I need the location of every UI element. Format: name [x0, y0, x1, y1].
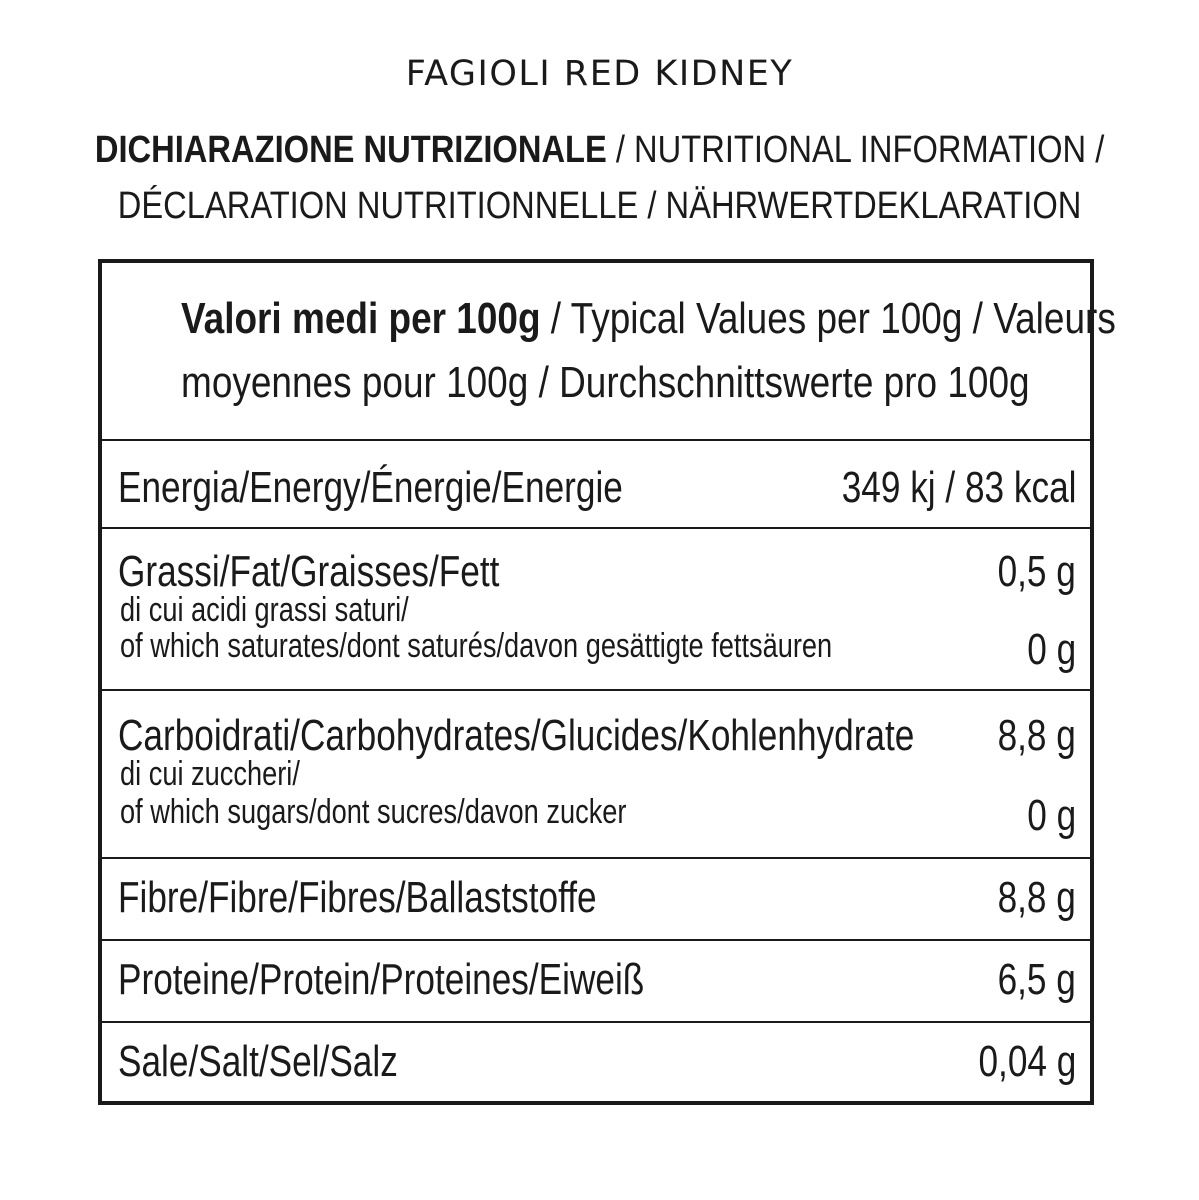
table-header-row: [102, 263, 1116, 439]
protein-label: Proteine/Protein/Proteines/Eiweiß: [118, 955, 645, 1004]
table-row-fibre: [102, 857, 1090, 939]
table-row-protein: [102, 939, 1090, 1021]
energy-value: 349 kj / 83 kcal: [841, 463, 1076, 512]
table-row-energy: [102, 439, 1090, 527]
salt-value: 0,04 g: [978, 1037, 1076, 1086]
fat-value: 0,5 g: [997, 547, 1076, 596]
table-header-bold: Valori medi per 100g: [181, 294, 541, 343]
fibre-value: 8,8 g: [997, 873, 1076, 922]
table-row-salt: [102, 1021, 1090, 1101]
table-header-rest: / Typical Values per 100g / Valeurs: [540, 294, 1116, 343]
energy-label: Energia/Energy/Énergie/Energie: [118, 463, 623, 512]
sugars-label-line-1: di cui zuccheri/: [120, 755, 300, 793]
saturates-label-line-1: di cui acidi grassi saturi/: [120, 591, 409, 629]
nutrition-table: [98, 259, 1116, 1105]
saturates-value: 0 g: [1027, 625, 1076, 674]
product-title: FAGIOLI RED KIDNEY: [405, 54, 794, 94]
table-header: [102, 287, 1116, 415]
sugars-label-line-2: of which sugars/dont sucres/davon zucker: [120, 793, 627, 831]
table-row-fat: [102, 527, 1090, 689]
fat-label: Grassi/Fat/Graisses/Fett: [118, 547, 500, 596]
fibre-label: Fibre/Fibre/Fibres/Ballaststoffe: [118, 873, 597, 922]
carbohydrates-value: 8,8 g: [997, 711, 1076, 760]
declaration-line-1: [84, 122, 1115, 178]
protein-value: 6,5 g: [997, 955, 1076, 1004]
declaration-rest: / NUTRITIONAL INFORMATION /: [606, 129, 1105, 171]
declaration-line-2: DÉCLARATION NUTRITIONNELLE / NÄHRWERTDEKLARATION: [117, 185, 1082, 227]
nutrition-declaration-heading: [84, 122, 1115, 234]
carbohydrates-label: Carboidrati/Carbohydrates/Glucides/Kohlenhydrate: [118, 711, 915, 760]
table-row-carbohydrates: [102, 689, 1090, 857]
declaration-bold: DICHIARAZIONE NUTRIZIONALE: [94, 129, 607, 171]
salt-label: Sale/Salt/Sel/Salz: [118, 1037, 398, 1086]
sugars-value: 0 g: [1027, 791, 1076, 840]
table-header-line-2: moyennes pour 100g / Durchschnittswerte pro 100g: [181, 358, 1030, 407]
table-header-line-1: [181, 287, 1116, 351]
saturates-label-line-2: of which saturates/dont saturés/davon gesättigte fettsäuren: [120, 627, 833, 665]
